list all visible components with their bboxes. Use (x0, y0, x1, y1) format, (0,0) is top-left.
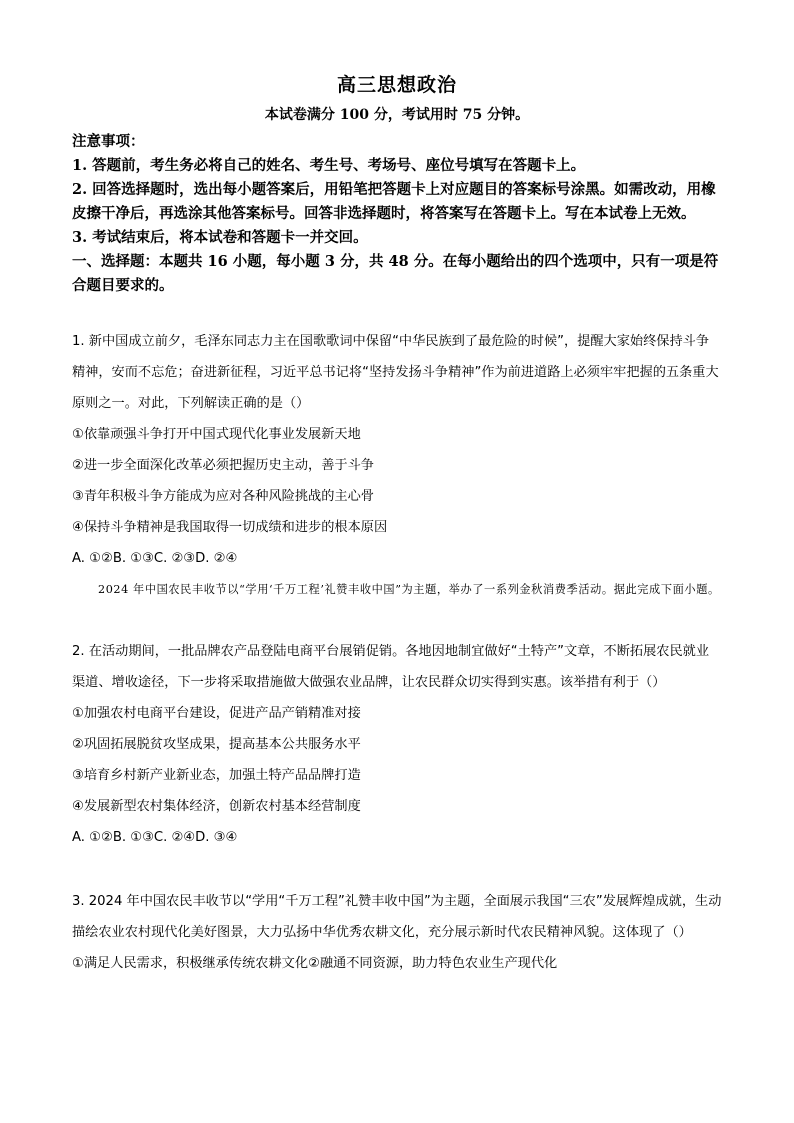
section-heading: 一、选择题：本题共 16 小题，每小题 3 分，共 48 分。在每小题给出的四个选项中，只有一项是符合题目要求的。 (72, 253, 719, 294)
option-item: ③培育乡村新产业新业态，加强土特产品品牌打造 (72, 768, 361, 783)
option-item: ④保持斗争精神是我国取得一切成绩和进步的根本原因 (72, 520, 388, 535)
option-item: ①依靠顽强斗争打开中国式现代化事业发展新天地 (72, 427, 361, 442)
option-item: ③青年积极斗争方能成为应对各种风险挑战的主心骨 (72, 489, 374, 504)
question-2 (72, 636, 722, 853)
option-item: ①加强农村电商平台建设，促进产品产销精准对接 (72, 706, 361, 721)
question-stem: 2. 在活动期间，一批品牌农产品登陆电商平台展销促销。各地因地制宜做好“土特产”文章，不断拓展农民就业渠道、增收途径，下一步将采取措施做大做强农业品牌，让农民群众切实得到实惠。该举措有利于（） (72, 644, 710, 690)
material-text: 2024 年中国农民丰收节以“学用‘千万工程’礼赞丰收中国”为主题，举办了一系列金秋消费季活动。据此完成下面小题。 (98, 583, 720, 596)
page-title: 高三思想政治 (336, 74, 457, 96)
question-1 (72, 326, 722, 574)
question-3 (72, 886, 722, 979)
notice-item-2: 2. 回答选择题时，选出每小题答案后，用铅笔把答题卡上对应题目的答案标号涂黑。如需改动，用橡皮擦干净后，再选涂其他答案标号。回答非选择题时，将答案写在答题卡上。写在本试卷上无效。 (72, 181, 716, 222)
option-item: ②巩固拓展脱贫攻坚成果，提高基本公共服务水平 (72, 737, 361, 752)
answer-choices: A. ①②B. ①③C. ②④D. ③④ (72, 830, 238, 845)
material-passage (72, 574, 722, 605)
option-item: ②进一步全面深化改革必须把握历史主动，善于斗争 (72, 458, 374, 473)
option-item: ①满足人民需求，积极继承传统农耕文化②融通不同资源，助力特色农业生产现代化 (72, 956, 558, 971)
notice-heading: 注意事项： (72, 133, 145, 150)
notice-section (72, 130, 722, 298)
exam-info: 本试卷满分 100 分，考试用时 75 分钟。 (264, 107, 530, 123)
option-item: ④发展新型农村集体经济，创新农村基本经营制度 (72, 799, 361, 814)
notice-item-3: 3. 考试结束后，将本试卷和答题卡一并交回。 (72, 229, 368, 246)
question-stem: 3. 2024 年中国农民丰收节以“学用“千万工程”礼赞丰收中国”为主题，全面展示我国“三农”发展辉煌成就，生动描绘农业农村现代化美好图景，大力弘扬中华优秀农耕文化，充分展示新时代农民精神风貌。这体现了（） (72, 894, 722, 940)
notice-item-1: 1. 答题前，考生务必将自己的姓名、考生号、考场号、座位号填写在答题卡上。 (72, 157, 586, 174)
question-stem: 1. 新中国成立前夕，毛泽东同志力主在国歌歌词中保留“中华民族到了最危险的时候”，提醒大家始终保持斗争精神，安而不忘危；奋进新征程，习近平总书记将“坚持发扬斗争精神”作为前进道路上必须牢牢把握的五条重大原则之一。对此，下列解读正确的是（） (72, 334, 719, 411)
answer-choices: A. ①②B. ①③C. ②③D. ②④ (72, 551, 238, 566)
